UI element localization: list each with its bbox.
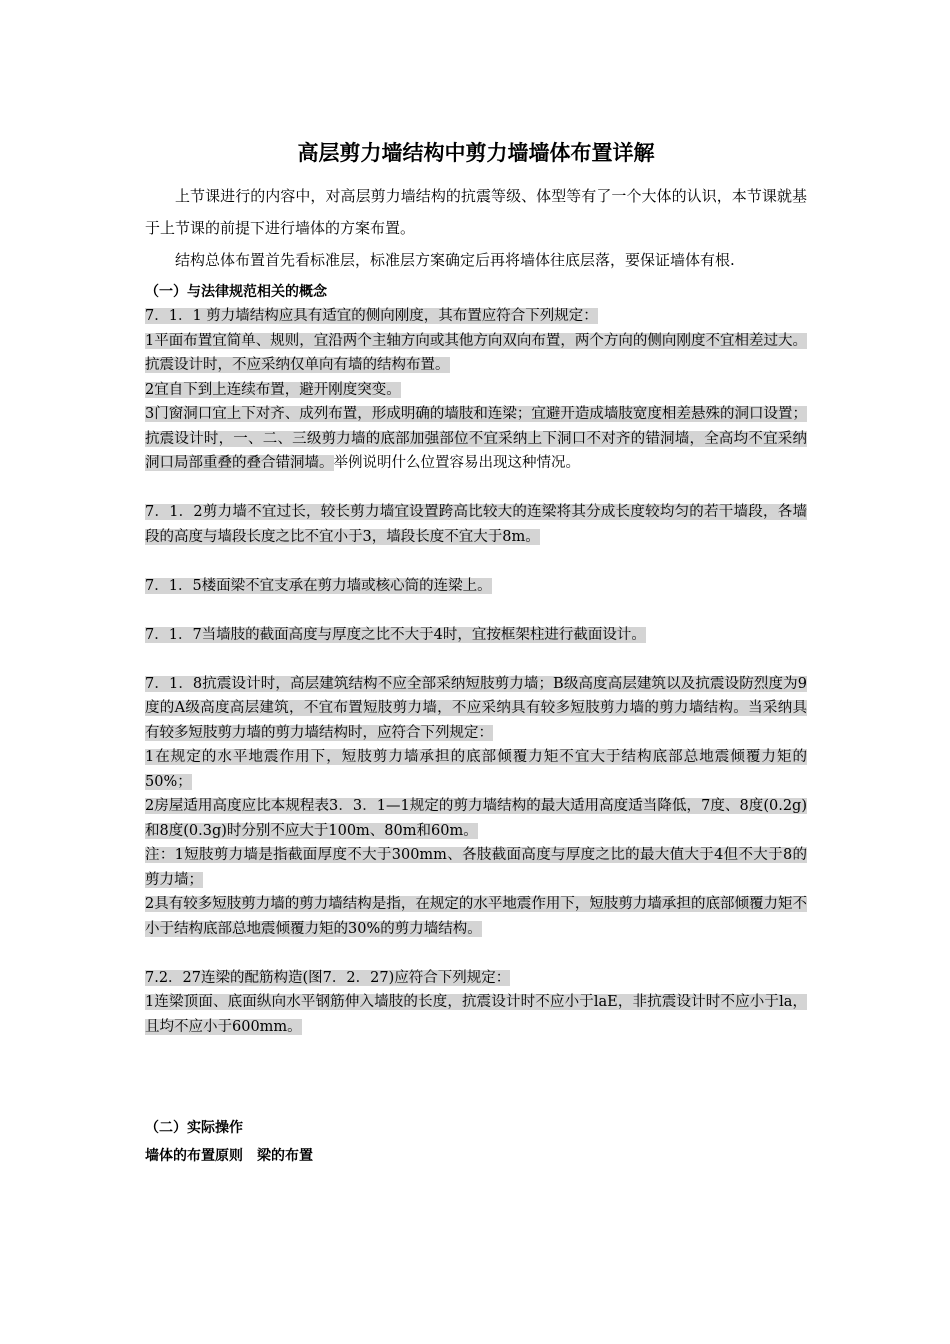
clause-7-1-5-text: 7．1．5楼面梁不宜支承在剪力墙或核心筒的连梁上。 xyxy=(145,577,492,594)
clause-7-1-1-item-3-text: 3门窗洞口宜上下对齐、成列布置，形成明确的墙肢和连梁；宜避开造成墙肢宽度相差悬殊的洞口设置；抗震设计时，一、二、三级剪力墙的底部加强部位不宜采纳上下洞口不对齐的错洞墙，全高均不宜采纳洞口局部重叠的叠合错洞墙。 xyxy=(145,406,807,471)
clause-7-1-8-note-2-text: 2具有较多短肢剪力墙的剪力墙结构是指，在规定的水平地震作用下，短肢剪力墙承担的底部倾覆力矩不小于结构底部总地震倾覆力矩的30%的剪力墙结构。 xyxy=(145,896,807,937)
document-body xyxy=(145,138,807,1168)
clause-7-2-27 xyxy=(145,966,807,991)
clause-7-1-1-item-2-text: 2宜自下到上连续布置，避开刚度突变。 xyxy=(145,381,401,398)
clause-7-1-8-note-1 xyxy=(145,843,807,892)
clause-7-1-5 xyxy=(145,574,807,599)
section-heading-practice: （二）实际操作 xyxy=(145,1120,243,1136)
clause-7-1-8-text: 7．1．8抗震设计时，高层建筑结构不应全部采纳短肢剪力墙；B级高度高层建筑以及抗震设防烈度为9度的A级高度高层建筑，不宜布置短肢剪力墙，不应采纳具有较多短肢剪力墙的剪力墙结构。当采纳具有较多短肢剪力墙的剪力墙结构时，应符合下列规定： xyxy=(145,675,807,741)
clause-7-1-8-item-1-text: 1在规定的水平地震作用下，短肢剪力墙承担的底部倾覆力矩不宜大于结构底部总地震倾覆力矩的50%； xyxy=(145,749,807,790)
document-title: 高层剪力墙结构中剪力墙墙体布置详解 xyxy=(297,140,655,165)
spacer xyxy=(145,598,807,623)
clause-7-1-2-text: 7．1．2剪力墙不宜过长，较长剪力墙宜设置跨高比较大的连梁将其分成长度较均匀的若干墙段，各墙段的高度与墙段长度之比不宜小于3，墙段长度不宜大于8m。 xyxy=(145,504,807,545)
spacer xyxy=(145,476,807,501)
clause-7-2-27-item-1-text: 1连梁顶面、底面纵向水平钢筋伸入墙肢的长度，抗震设计时不应小于laE，非抗震设计时不应小于la，且均不应小于600mm。 xyxy=(145,994,807,1035)
clause-7-2-27-text: 7.2．27连梁的配筋构造(图7．2．27)应符合下列规定： xyxy=(145,969,511,986)
clause-7-1-7 xyxy=(145,623,807,648)
teaching-note: 举例说明什么位置容易出现这种情况。 xyxy=(333,455,580,471)
clause-7-1-1-item-2 xyxy=(145,378,807,403)
clause-7-1-1-item-1 xyxy=(145,329,807,378)
clause-7-1-8-item-1 xyxy=(145,745,807,794)
clause-7-2-27-item-1 xyxy=(145,990,807,1039)
clause-7-1-1-item-1-text: 1平面布置宜简单、规则，宜沿两个主轴方向或其他方向双向布置，两个方向的侧向刚度不宜相差过大。抗震设计时，不应采纳仅单向有墙的结构布置。 xyxy=(145,332,807,373)
clause-7-1-2 xyxy=(145,500,807,549)
intro-paragraph-1: 上节课进行的内容中，对高层剪力墙结构的抗震等级、体型等有了一个大体的认识，本节课就基于上节课的前提下进行墙体的方案布置。 xyxy=(145,187,807,237)
clause-7-1-7-text: 7．1．7当墙肢的截面高度与厚度之比不大于4时，宜按框架柱进行截面设计。 xyxy=(145,626,646,643)
spacer xyxy=(145,941,807,966)
clause-7-1-1-item-3 xyxy=(145,402,807,476)
practice-subheading: 墙体的布置原则 梁的布置 xyxy=(145,1148,313,1164)
clause-7-1-1 xyxy=(145,304,807,329)
spacer xyxy=(145,647,807,672)
clause-7-1-8-note-2 xyxy=(145,892,807,941)
intro-paragraph-2: 结构总体布置首先看标准层，标准层方案确定后再将墙体往底层落，要保证墙体有根. xyxy=(175,251,735,269)
clause-7-1-8-note-1-text: 注：1短肢剪力墙是指截面厚度不大于300mm、各肢截面高度与厚度之比的最大值大于4但不大于8的剪力墙； xyxy=(145,847,807,888)
clause-7-1-8 xyxy=(145,672,807,746)
spacer xyxy=(145,549,807,574)
section-heading-regulations: （一）与法律规范相关的概念 xyxy=(145,284,327,300)
clause-7-1-1-text: 7．1．1 剪力墙结构应具有适宜的侧向刚度，其布置应符合下列规定： xyxy=(145,308,598,324)
clause-7-1-8-item-2-text: 2房屋适用高度应比本规程表3．3．1—1规定的剪力墙结构的最大适用高度适当降低，7度、8度(0.2g)和8度(0.3g)时分别不应大于100m、80m和60m。 xyxy=(145,798,807,839)
clause-7-1-8-item-2 xyxy=(145,794,807,843)
spacer xyxy=(145,1039,807,1112)
